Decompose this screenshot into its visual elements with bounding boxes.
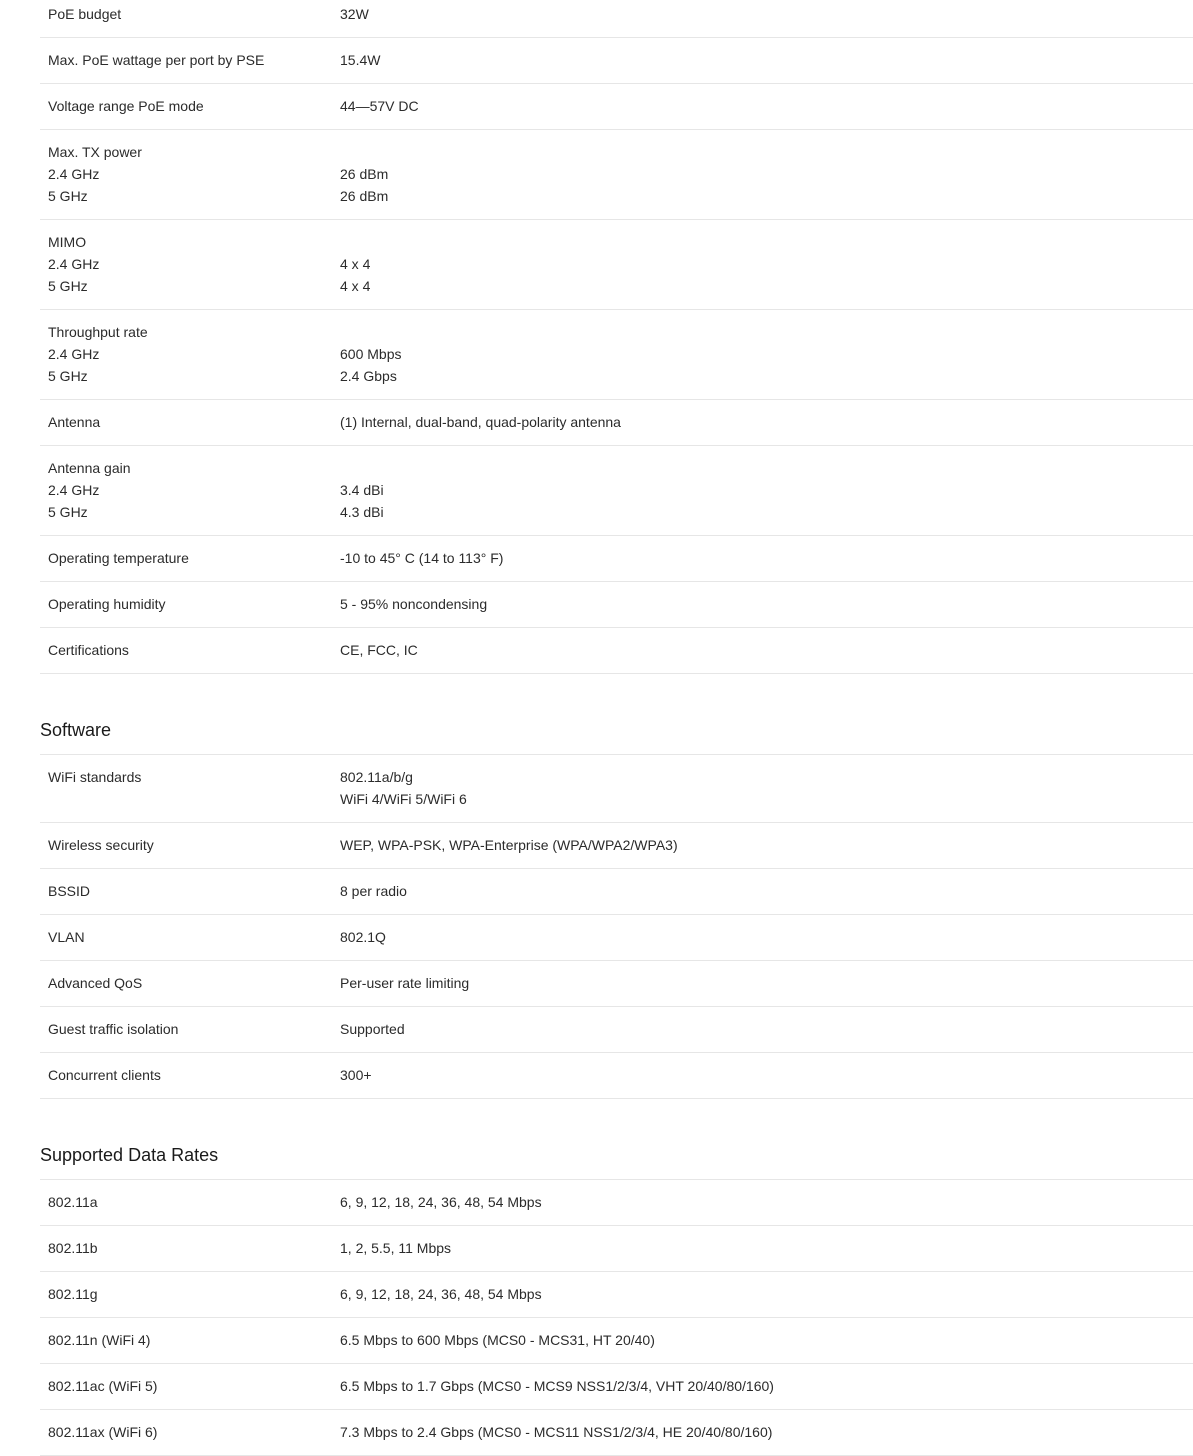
data-rates-section [40, 1143, 1193, 1456]
spec-label-line: VLAN [48, 929, 85, 945]
spec-label-line: Antenna gain [48, 460, 131, 476]
spec-value-line: 4 x 4 [340, 278, 371, 294]
spec-value-line: 4.3 dBi [340, 504, 384, 520]
spec-row [40, 446, 1193, 536]
spec-value [340, 1283, 1193, 1305]
spec-label [40, 3, 340, 25]
spec-value [340, 766, 1193, 810]
spec-label [40, 1329, 340, 1351]
section-title-supported-data-rates: Supported Data Rates [40, 1145, 219, 1165]
spec-value-line: 600 Mbps [340, 346, 402, 362]
spec-value [340, 1064, 1193, 1086]
spec-value-line: 26 dBm [340, 166, 389, 182]
spec-label [40, 1237, 340, 1259]
spec-row [40, 961, 1193, 1007]
spec-label-line: Max. TX power [48, 144, 142, 160]
spec-value [340, 1237, 1193, 1259]
spec-row [40, 823, 1193, 869]
spec-value-line: 3.4 dBi [340, 482, 384, 498]
spec-label-line: 5 GHz [48, 368, 88, 384]
spec-value-line: 32W [340, 6, 369, 22]
spec-label-line: 2.4 GHz [48, 482, 100, 498]
spec-row [40, 1318, 1193, 1364]
spec-value-line: WEP, WPA-PSK, WPA-Enterprise (WPA/WPA2/WPA3) [340, 837, 678, 853]
spec-label-line: 2.4 GHz [48, 166, 100, 182]
spec-value [340, 49, 1193, 71]
spec-value-line: -10 to 45° C (14 to 113° F) [340, 550, 504, 566]
spec-value-line: (1) Internal, dual-band, quad-polarity antenna [340, 414, 621, 430]
spec-value-line: Per-user rate limiting [340, 975, 470, 991]
spec-value-line: 2.4 Gbps [340, 368, 397, 384]
spec-label-line: Certifications [48, 642, 129, 658]
hardware-spec-table [40, 0, 1193, 674]
spec-value-line: 44—57V DC [340, 98, 419, 114]
spec-row [40, 220, 1193, 310]
spec-label-line: Advanced QoS [48, 975, 143, 991]
spec-label-line: MIMO [48, 234, 87, 250]
spec-label-line: 2.4 GHz [48, 346, 100, 362]
spec-row [40, 0, 1193, 38]
spec-label-line: Operating humidity [48, 596, 166, 612]
spec-value [340, 95, 1193, 117]
spec-value [340, 547, 1193, 569]
spec-value-line: WiFi 4/WiFi 5/WiFi 6 [340, 791, 467, 807]
spec-label [40, 411, 340, 433]
spec-value-line: CE, FCC, IC [340, 642, 418, 658]
spec-label [40, 95, 340, 117]
spec-label-line: Max. PoE wattage per port by PSE [48, 52, 265, 68]
spec-label-line: 802.11n (WiFi 4) [48, 1332, 151, 1348]
spec-value-line: 7.3 Mbps to 2.4 Gbps (MCS0 - MCS11 NSS1/2/3/4, HE 20/40/80/160) [340, 1424, 773, 1440]
spec-label [40, 593, 340, 615]
spec-value-line: 300+ [340, 1067, 372, 1083]
spec-row [40, 628, 1193, 674]
spec-label [40, 1421, 340, 1443]
spec-value-line: 15.4W [340, 52, 381, 68]
spec-value-line [340, 457, 1193, 479]
spec-value-line: 6.5 Mbps to 1.7 Gbps (MCS0 - MCS9 NSS1/2/3/4, VHT 20/40/80/160) [340, 1378, 774, 1394]
spec-label [40, 1375, 340, 1397]
spec-value-line: 802.11a/b/g [340, 769, 413, 785]
spec-value [340, 457, 1193, 523]
spec-label [40, 231, 340, 297]
spec-row [40, 400, 1193, 446]
spec-label [40, 639, 340, 661]
spec-value [340, 141, 1193, 207]
spec-value-line: 26 dBm [340, 188, 389, 204]
spec-row [40, 536, 1193, 582]
spec-value [340, 880, 1193, 902]
spec-value [340, 231, 1193, 297]
spec-row [40, 755, 1193, 823]
spec-label-line: 802.11a [48, 1194, 98, 1210]
spec-label-line: 802.11ac (WiFi 5) [48, 1378, 158, 1394]
spec-value [340, 411, 1193, 433]
spec-label [40, 457, 340, 523]
spec-label [40, 49, 340, 71]
spec-label-line: 802.11g [48, 1286, 98, 1302]
spec-label-line: Wireless security [48, 837, 154, 853]
software-spec-table [40, 754, 1193, 1099]
spec-value [340, 1018, 1193, 1040]
spec-label-line: Throughput rate [48, 324, 148, 340]
spec-row [40, 1410, 1193, 1456]
spec-label-line: PoE budget [48, 6, 122, 22]
spec-label [40, 880, 340, 902]
spec-row [40, 38, 1193, 84]
software-section [40, 718, 1193, 1099]
spec-value [340, 1191, 1193, 1213]
spec-value-line [340, 321, 1193, 343]
spec-value-line: 6, 9, 12, 18, 24, 36, 48, 54 Mbps [340, 1286, 542, 1302]
spec-label [40, 1283, 340, 1305]
spec-value [340, 3, 1193, 25]
hardware-section [40, 0, 1193, 674]
spec-label-line: 2.4 GHz [48, 256, 100, 272]
spec-value-line: 802.1Q [340, 929, 386, 945]
spec-row [40, 130, 1193, 220]
spec-label-line: Operating temperature [48, 550, 189, 566]
spec-value [340, 321, 1193, 387]
spec-value [340, 972, 1193, 994]
spec-label-line: BSSID [48, 883, 91, 899]
spec-label-line: Antenna [48, 414, 101, 430]
spec-label-line: 5 GHz [48, 504, 88, 520]
spec-value-line: 5 - 95% noncondensing [340, 596, 488, 612]
spec-label-line: 802.11b [48, 1240, 98, 1256]
spec-value [340, 1329, 1193, 1351]
spec-row [40, 1053, 1193, 1099]
spec-value [340, 834, 1193, 856]
spec-value-line [340, 141, 1193, 163]
spec-label [40, 321, 340, 387]
spec-label-line: WiFi standards [48, 769, 142, 785]
spec-label [40, 547, 340, 569]
spec-value-line: 6.5 Mbps to 600 Mbps (MCS0 - MCS31, HT 20/40) [340, 1332, 655, 1348]
spec-value-line: 8 per radio [340, 883, 407, 899]
spec-label [40, 766, 340, 810]
spec-label-line: Guest traffic isolation [48, 1021, 179, 1037]
section-title-software: Software [40, 720, 112, 740]
spec-label-line: 802.11ax (WiFi 6) [48, 1424, 158, 1440]
spec-value [340, 926, 1193, 948]
spec-label-line: 5 GHz [48, 278, 88, 294]
spec-value [340, 639, 1193, 661]
spec-row [40, 1007, 1193, 1053]
spec-label-line: Concurrent clients [48, 1067, 161, 1083]
spec-label-line: 5 GHz [48, 188, 88, 204]
spec-label-line: Voltage range PoE mode [48, 98, 204, 114]
spec-label [40, 1191, 340, 1213]
spec-label [40, 926, 340, 948]
spec-row [40, 310, 1193, 400]
spec-value-line: 6, 9, 12, 18, 24, 36, 48, 54 Mbps [340, 1194, 542, 1210]
spec-page [40, 0, 1193, 1456]
spec-row [40, 84, 1193, 130]
spec-value-line: 4 x 4 [340, 256, 371, 272]
spec-value [340, 593, 1193, 615]
spec-row [40, 915, 1193, 961]
spec-row [40, 1180, 1193, 1226]
spec-row [40, 1272, 1193, 1318]
spec-row [40, 869, 1193, 915]
spec-label [40, 834, 340, 856]
spec-value [340, 1375, 1193, 1397]
spec-label [40, 1018, 340, 1040]
spec-value-line: 1, 2, 5.5, 11 Mbps [340, 1240, 452, 1256]
data-rates-spec-table [40, 1179, 1193, 1456]
spec-row [40, 1364, 1193, 1410]
spec-value-line: Supported [340, 1021, 405, 1037]
spec-value-line [340, 231, 1193, 253]
spec-value [340, 1421, 1193, 1443]
spec-label [40, 972, 340, 994]
spec-label [40, 141, 340, 207]
spec-label [40, 1064, 340, 1086]
spec-row [40, 1226, 1193, 1272]
spec-row [40, 582, 1193, 628]
